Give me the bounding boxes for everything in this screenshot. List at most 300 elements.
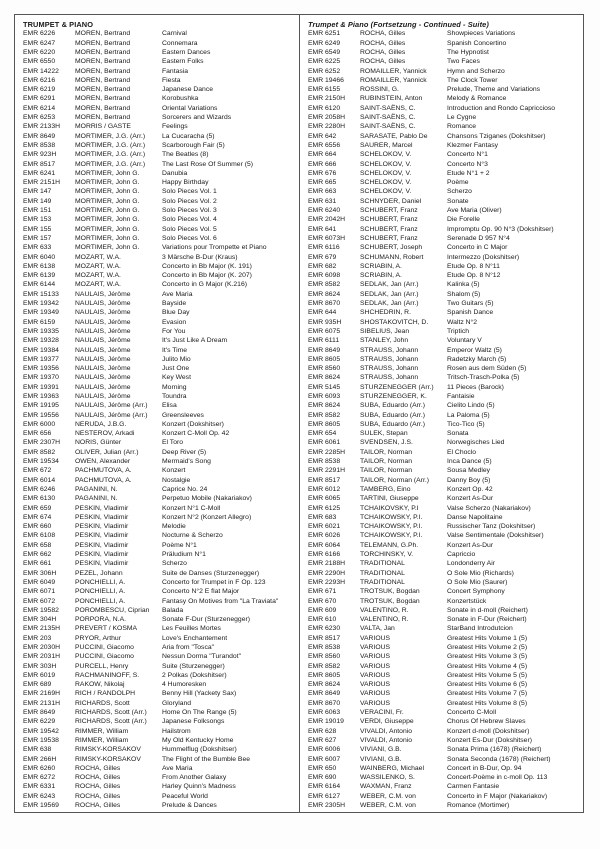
composer: PEZEL, Johann — [75, 569, 123, 577]
composer: SAINT-SAËNS, C. — [360, 104, 416, 112]
title: Eastern Dances — [162, 49, 211, 56]
emr-number: EMR 642 — [308, 132, 337, 140]
title: Konzert As-Dur — [447, 495, 494, 503]
composer: TELEMANN, G.Ph. — [360, 541, 419, 549]
catalog-row — [23, 327, 295, 336]
title: Ave Maria — [162, 764, 193, 772]
title: Concerto in G Major (K.216) — [162, 281, 247, 289]
catalog-row — [23, 132, 295, 141]
emr-number: EMR 6229 — [23, 718, 56, 726]
column-header-trumpet-piano: TRUMPET & PIANO — [23, 20, 94, 29]
catalog-row — [308, 569, 579, 578]
title: Fantasy On Motives from "La Traviata" — [162, 597, 279, 605]
emr-number: EMR 2305H — [308, 802, 346, 810]
catalog-row — [308, 438, 579, 447]
title: Prelude & Dances — [162, 802, 217, 810]
composer: RICHARDS, Scott (Arr.) — [75, 709, 147, 717]
emr-number: EMR 19384 — [23, 346, 59, 354]
catalog-row — [23, 271, 295, 280]
title: Konzert Op. 42 — [447, 485, 493, 493]
composer: ROCHA, Gilles — [360, 39, 406, 47]
emr-number: EMR 8605 — [308, 355, 341, 363]
emr-number: EMR 8670 — [308, 699, 341, 707]
emr-number: EMR 19377 — [23, 355, 59, 363]
emr-number: EMR 2058H — [308, 114, 346, 122]
title: Blue Day — [162, 309, 190, 317]
composer: SVENDSEN, J.S. — [360, 439, 413, 447]
catalog-row — [23, 401, 295, 410]
title: Scherzo — [447, 188, 472, 196]
composer: PESKIN, Vladimir — [75, 513, 129, 521]
emr-number: EMR 628 — [308, 727, 337, 735]
emr-number: EMR 2291H — [308, 467, 346, 475]
composer: MORTIMER, John G. — [75, 197, 140, 205]
title: 3 Märsche B-Dur (Kraus) — [162, 253, 238, 261]
emr-number: EMR 2285H — [308, 448, 346, 456]
composer: NAULAIS, Jérôme — [75, 290, 131, 298]
composer: RUBINSTEIN, Anton — [360, 95, 423, 103]
emr-number: EMR 6252 — [308, 67, 341, 75]
title: Romance — [447, 123, 477, 131]
composer: MORRIS / GASTE — [75, 123, 131, 131]
title: Sonate in d-moll (Reichert) — [447, 606, 528, 614]
title: Concert Symphony — [447, 588, 505, 596]
emr-number: EMR 633 — [23, 244, 52, 252]
catalog-row — [23, 708, 295, 717]
title: Perpetuo Mobile (Nakariakov) — [162, 495, 252, 503]
emr-number: EMR 2150H — [308, 95, 346, 103]
title: Konzert Es-Dur (Dokshitser) — [447, 736, 532, 744]
emr-number: EMR 6021 — [308, 523, 341, 531]
catalog-column-left — [15, 15, 299, 812]
title: Connemara — [162, 39, 198, 47]
catalog-row — [23, 550, 295, 559]
emr-number: EMR 674 — [23, 513, 52, 521]
emr-number: EMR 8538 — [308, 644, 341, 651]
emr-number: EMR 6550 — [23, 58, 56, 66]
emr-number: EMR 19328 — [23, 337, 59, 345]
emr-number: EMR 149 — [23, 197, 52, 205]
composer: ROCHA, Gilles — [75, 774, 121, 782]
emr-number: EMR 6251 — [308, 30, 341, 38]
composer: SCHUBERT, Franz — [360, 234, 418, 242]
catalog-row — [23, 355, 295, 364]
catalog-row — [308, 522, 579, 531]
emr-number: EMR 6093 — [308, 392, 341, 400]
composer: MORTIMER, John G. — [75, 225, 140, 233]
catalog-row — [23, 662, 295, 671]
composer: TRADITIONAL — [360, 560, 405, 568]
catalog-row — [23, 485, 295, 494]
emr-number: EMR 6166 — [308, 551, 341, 559]
title: Russischer Tanz (Dokshitser) — [447, 523, 536, 531]
emr-number: EMR 672 — [23, 467, 52, 475]
title: Home On The Range (5) — [162, 709, 237, 717]
catalog-row — [23, 85, 295, 94]
title: Etude N°1 + 2 — [447, 169, 490, 177]
composer: VARIOUS — [360, 681, 391, 689]
catalog-row — [23, 122, 295, 131]
emr-number: EMR 6012 — [308, 485, 341, 493]
title: Hymn and Scherzo — [447, 67, 505, 75]
composer: ROCHA, Gilles — [360, 30, 406, 38]
title: Greatest Hits Volume 3 (5) — [447, 653, 528, 661]
composer: VALTA, Jan — [360, 625, 395, 633]
composer: RICHARDS, Scott (Arr.) — [75, 718, 147, 726]
emr-number: EMR 6159 — [23, 318, 56, 326]
emr-number: EMR 2030H — [23, 644, 61, 651]
composer: PESKIN, Vladimir — [75, 523, 129, 531]
catalog-row — [308, 717, 579, 726]
emr-number: EMR 6247 — [23, 39, 56, 47]
composer: MOREN, Bertrand — [75, 76, 131, 84]
emr-number: EMR 6111 — [308, 337, 340, 345]
composer: PAGANINI, N. — [75, 495, 118, 503]
composer: VARIOUS — [360, 634, 391, 642]
catalog-row — [23, 39, 295, 48]
emr-number: EMR 664 — [308, 151, 337, 159]
catalog-row — [308, 755, 579, 764]
title: Greatest Hits Volume 8 (5) — [447, 699, 528, 707]
emr-number: EMR 662 — [23, 551, 52, 559]
emr-number: EMR 923H — [23, 151, 57, 159]
title: Danubia — [162, 169, 188, 177]
catalog-row — [23, 411, 295, 420]
composer: MORTIMER, John G. — [75, 234, 140, 242]
catalog-row — [308, 280, 579, 289]
composer: MOREN, Bertrand — [75, 58, 131, 66]
composer: PACHMUTOVA, A. — [75, 467, 132, 475]
composer: TCHAIKOWSKY, P.I. — [360, 532, 423, 540]
emr-number: EMR 6127 — [308, 792, 341, 800]
title: Concerto for Trumpet in F Op. 123 — [162, 578, 266, 586]
catalog-row — [308, 448, 579, 457]
title: Sonata — [447, 430, 469, 438]
title: Nostalgie — [162, 476, 191, 484]
title: Deep River (5) — [162, 448, 207, 456]
emr-number: EMR 6116 — [308, 244, 340, 252]
composer: WASSILENKO, S. — [360, 774, 415, 782]
emr-number: EMR 690 — [308, 774, 337, 782]
composer: SULEK, Stepan — [360, 430, 408, 438]
title: Harley Quinn's Madness — [162, 783, 236, 791]
catalog-row — [23, 736, 295, 745]
title: Bayside — [162, 300, 187, 308]
catalog-row — [308, 504, 579, 513]
title: Solo Pieces Vol. 4 — [162, 216, 217, 224]
composer: NAULAIS, Jérôme (Arr.) — [75, 411, 148, 419]
composer: STRAUSS, Johann — [360, 355, 419, 363]
emr-number: EMR 153 — [23, 216, 52, 224]
composer: NERUDA, J.B.G. — [75, 420, 127, 428]
emr-number: EMR 8517 — [308, 476, 341, 484]
title: Greatest Hits Volume 7 (5) — [447, 690, 528, 698]
title: Emperor Waltz (5) — [447, 346, 502, 354]
emr-number: EMR 6130 — [23, 495, 56, 503]
catalog-row — [23, 243, 295, 252]
composer: ROCHA, Gilles — [75, 802, 121, 810]
title: Concerto in F Major (Nakariakov) — [447, 792, 548, 800]
title: Les Feuilles Mortes — [162, 625, 221, 633]
catalog-row — [308, 262, 579, 271]
composer: ROCHA, Gilles — [360, 49, 406, 56]
composer: MORTIMER, J.G. (Arr.) — [75, 151, 146, 159]
title: Peaceful World — [162, 792, 208, 800]
title: Melodie — [162, 523, 186, 531]
catalog-row — [308, 736, 579, 745]
title: Concerto in C Major — [447, 244, 508, 252]
emr-number: EMR 6063 — [308, 709, 341, 717]
emr-number: EMR 660 — [23, 523, 52, 531]
title: Intermezzo (Dokshitser) — [447, 253, 520, 261]
title: Konzert N°1 C-Moll — [162, 504, 221, 512]
composer: STANLEY, John — [360, 337, 409, 345]
composer: MORTIMER, J.G. (Arr.) — [75, 141, 146, 149]
emr-number: EMR 8624 — [308, 290, 341, 298]
composer: SUBA, Eduardo (Arr.) — [360, 420, 425, 428]
emr-number: EMR 6272 — [23, 774, 56, 782]
composer: STURZENEGGER, K. — [360, 392, 427, 400]
emr-number: EMR 304H — [23, 616, 57, 624]
composer: NAULAIS, Jérôme — [75, 374, 131, 382]
composer: PESKIN, Vladimir — [75, 551, 129, 559]
catalog-row — [23, 597, 295, 606]
composer: VIVALDI, Antonio — [360, 736, 413, 744]
emr-number: EMR 8624 — [308, 402, 341, 410]
emr-number: EMR 6065 — [308, 495, 341, 503]
title: Solo Pieces Vol. 1 — [162, 188, 217, 196]
composer: NAULAIS, Jérôme — [75, 327, 131, 335]
composer: NAULAIS, Jérôme — [75, 318, 131, 326]
emr-number: EMR 2135H — [23, 625, 61, 633]
emr-number: EMR 6241 — [23, 169, 56, 177]
catalog-row — [23, 476, 295, 485]
composer: ROSSINI, G. — [360, 86, 399, 94]
catalog-row — [23, 801, 295, 810]
title: Just One — [162, 365, 190, 373]
title: For You — [162, 327, 186, 335]
catalog-row — [308, 587, 579, 596]
composer: MORTIMER, John G. — [75, 216, 140, 224]
emr-number: EMR 679 — [308, 253, 337, 261]
composer: TRADITIONAL — [360, 578, 405, 586]
title: Valse Scherzo (Nakariakov) — [447, 504, 531, 512]
emr-number: EMR 6155 — [308, 86, 341, 94]
emr-number: EMR 6075 — [308, 327, 341, 335]
emr-number: EMR 2293H — [308, 578, 346, 586]
catalog-row — [308, 541, 579, 550]
title: Suite de Danses (Sturzenegger) — [162, 569, 260, 577]
composer: SCHUBERT, Franz — [360, 225, 418, 233]
composer: MOREN, Bertrand — [75, 49, 131, 56]
composer: SCHUBERT, Joseph — [360, 244, 423, 252]
emr-number: EMR 6214 — [23, 104, 56, 112]
emr-number: EMR 6216 — [23, 76, 56, 84]
emr-number: EMR 631 — [308, 197, 337, 205]
emr-number: EMR 6049 — [23, 578, 56, 586]
catalog-row — [308, 150, 579, 159]
composer: SAURER, Marcel — [360, 141, 413, 149]
composer: ROMAILLER, Yannick — [360, 76, 427, 84]
composer: PESKIN, Vladimir — [75, 541, 129, 549]
title: Solo Pieces Vol. 2 — [162, 197, 217, 205]
title: Nocturne & Scherzo — [162, 532, 223, 540]
composer: VIVALDI, Antonio — [360, 727, 413, 735]
catalog-row — [308, 160, 579, 169]
title: Greatest Hits Volume 2 (5) — [447, 644, 528, 651]
catalog-row — [23, 643, 295, 652]
title: Fiesta — [162, 76, 181, 84]
catalog-row — [308, 76, 579, 85]
emr-number: EMR 2280H — [308, 123, 346, 131]
emr-number: EMR 8649 — [308, 346, 341, 354]
composer: WEBER, C.M. von — [360, 792, 416, 800]
title: Spanish Concertino — [447, 39, 507, 47]
composer: MOREN, Bertrand — [75, 104, 131, 112]
title: Poème — [447, 179, 469, 187]
composer: VARIOUS — [360, 699, 391, 707]
emr-number: EMR 19534 — [23, 458, 59, 466]
emr-number: EMR 671 — [308, 588, 337, 596]
title: Japanese Dance — [162, 86, 214, 94]
catalog-row — [308, 355, 579, 364]
title: Scarborough Fair (5) — [162, 141, 225, 149]
composer: STRAUSS, Johann — [360, 365, 419, 373]
composer: SEDLAK, Jan (Arr.) — [360, 290, 419, 298]
composer: NAULAIS, Jérôme — [75, 365, 131, 373]
composer: NAULAIS, Jérôme — [75, 346, 131, 354]
catalog-row — [23, 513, 295, 522]
title: It's Time — [162, 346, 188, 354]
catalog-row — [308, 420, 579, 429]
composer: PORPORA, N.A. — [75, 616, 126, 624]
catalog-row — [23, 420, 295, 429]
catalog-row — [23, 522, 295, 531]
composer: PUCCINI, Giacomo — [75, 653, 134, 661]
emr-number: EMR 19349 — [23, 309, 59, 317]
emr-number: EMR 6230 — [308, 625, 341, 633]
emr-number: EMR 627 — [308, 736, 337, 744]
catalog-row — [308, 559, 579, 568]
title: Greensleeves — [162, 411, 204, 419]
composer: ROCHA, Gilles — [75, 764, 121, 772]
title: Two Faces — [447, 58, 480, 66]
emr-number: EMR 683 — [308, 513, 337, 521]
catalog-row — [308, 411, 579, 420]
emr-number: EMR 6007 — [308, 755, 341, 763]
catalog-row — [23, 764, 295, 773]
title: The Beatles (8) — [162, 151, 209, 159]
catalog-row — [23, 448, 295, 457]
title: Korobushka — [162, 95, 199, 103]
emr-number: EMR 6040 — [23, 253, 56, 261]
title: Sousa Medley — [447, 467, 491, 475]
emr-number: EMR 8649 — [23, 709, 56, 717]
catalog-row — [23, 466, 295, 475]
composer: NAULAIS, Jérôme (Arr.) — [75, 402, 148, 410]
emr-number: EMR 6144 — [23, 281, 56, 289]
emr-number: EMR 8624 — [308, 374, 341, 382]
title: Solo Pieces Vol. 3 — [162, 207, 217, 215]
title: Evasion — [162, 318, 187, 326]
composer: ROMAILLER, Yannick — [360, 67, 427, 75]
title: Romance (Mortimer) — [447, 802, 510, 810]
title: Carmen Fantasie — [447, 783, 500, 791]
title: Nessun Dorma "Turandot" — [162, 653, 241, 661]
catalog-row — [23, 364, 295, 373]
catalog-row — [23, 652, 295, 661]
catalog-row — [308, 485, 579, 494]
catalog-row — [308, 57, 579, 66]
emr-number: EMR 6331 — [23, 783, 56, 791]
emr-number: EMR 6026 — [308, 532, 341, 540]
title: The Last Rose Of Summer (5) — [162, 160, 254, 168]
emr-number: EMR 19582 — [23, 606, 59, 614]
composer: SCHNYDER, Daniel — [360, 197, 422, 205]
emr-number: EMR 6291 — [23, 95, 56, 103]
emr-number: EMR 676 — [308, 169, 337, 177]
emr-number: EMR 5145 — [308, 383, 341, 391]
emr-number: EMR 8649 — [308, 690, 341, 698]
emr-number: EMR 306H — [23, 569, 57, 577]
catalog-row — [23, 689, 295, 698]
catalog-row — [308, 634, 579, 643]
emr-number: EMR 654 — [308, 430, 337, 438]
emr-number: EMR 670 — [308, 597, 337, 605]
emr-number: EMR 8624 — [308, 681, 341, 689]
emr-number: EMR 6019 — [23, 671, 56, 679]
title: La Paloma (5) — [447, 411, 490, 419]
emr-number: EMR 656 — [23, 430, 52, 438]
catalog-row — [308, 494, 579, 503]
title: Hailstrom — [162, 727, 191, 735]
catalog-row — [23, 215, 295, 224]
composer: SCHUBERT, Franz — [360, 216, 418, 224]
catalog-row — [308, 671, 579, 680]
title: Tico-Tico (5) — [447, 420, 485, 428]
emr-number: EMR 2042H — [308, 216, 346, 224]
composer: PUCCINI, Giacomo — [75, 644, 134, 651]
emr-number: EMR 609 — [308, 606, 337, 614]
catalog-row — [23, 792, 295, 801]
composer: PAGANINI, N. — [75, 485, 118, 493]
title: Danny Boy (5) — [447, 476, 491, 484]
title: O Sole Mio (Richards) — [447, 569, 514, 577]
emr-number: EMR 6260 — [23, 764, 56, 772]
emr-number: EMR 689 — [23, 681, 52, 689]
emr-number: EMR 8560 — [308, 365, 341, 373]
catalog-row — [308, 48, 579, 57]
catalog-row — [308, 662, 579, 671]
composer: WEBER, C.M. von — [360, 802, 416, 810]
composer: MORTIMER, John G. — [75, 188, 140, 196]
catalog-row — [23, 606, 295, 615]
catalog-row — [308, 336, 579, 345]
title: Ave Maria (Oliver) — [447, 207, 502, 215]
catalog-row — [23, 336, 295, 345]
catalog-row — [23, 76, 295, 85]
composer: OWEN, Alexander — [75, 458, 131, 466]
title: El Toro — [162, 439, 184, 447]
composer: TARTINI, Giuseppe — [360, 495, 419, 503]
composer: PESKIN, Vladimir — [75, 504, 129, 512]
emr-number: EMR 303H — [23, 662, 57, 670]
title: Shalom (5) — [447, 290, 481, 298]
composer: MOREN, Bertrand — [75, 39, 131, 47]
composer: VALENTINO, R. — [360, 606, 409, 614]
emr-number: EMR 6061 — [308, 439, 341, 447]
catalog-row — [308, 234, 579, 243]
